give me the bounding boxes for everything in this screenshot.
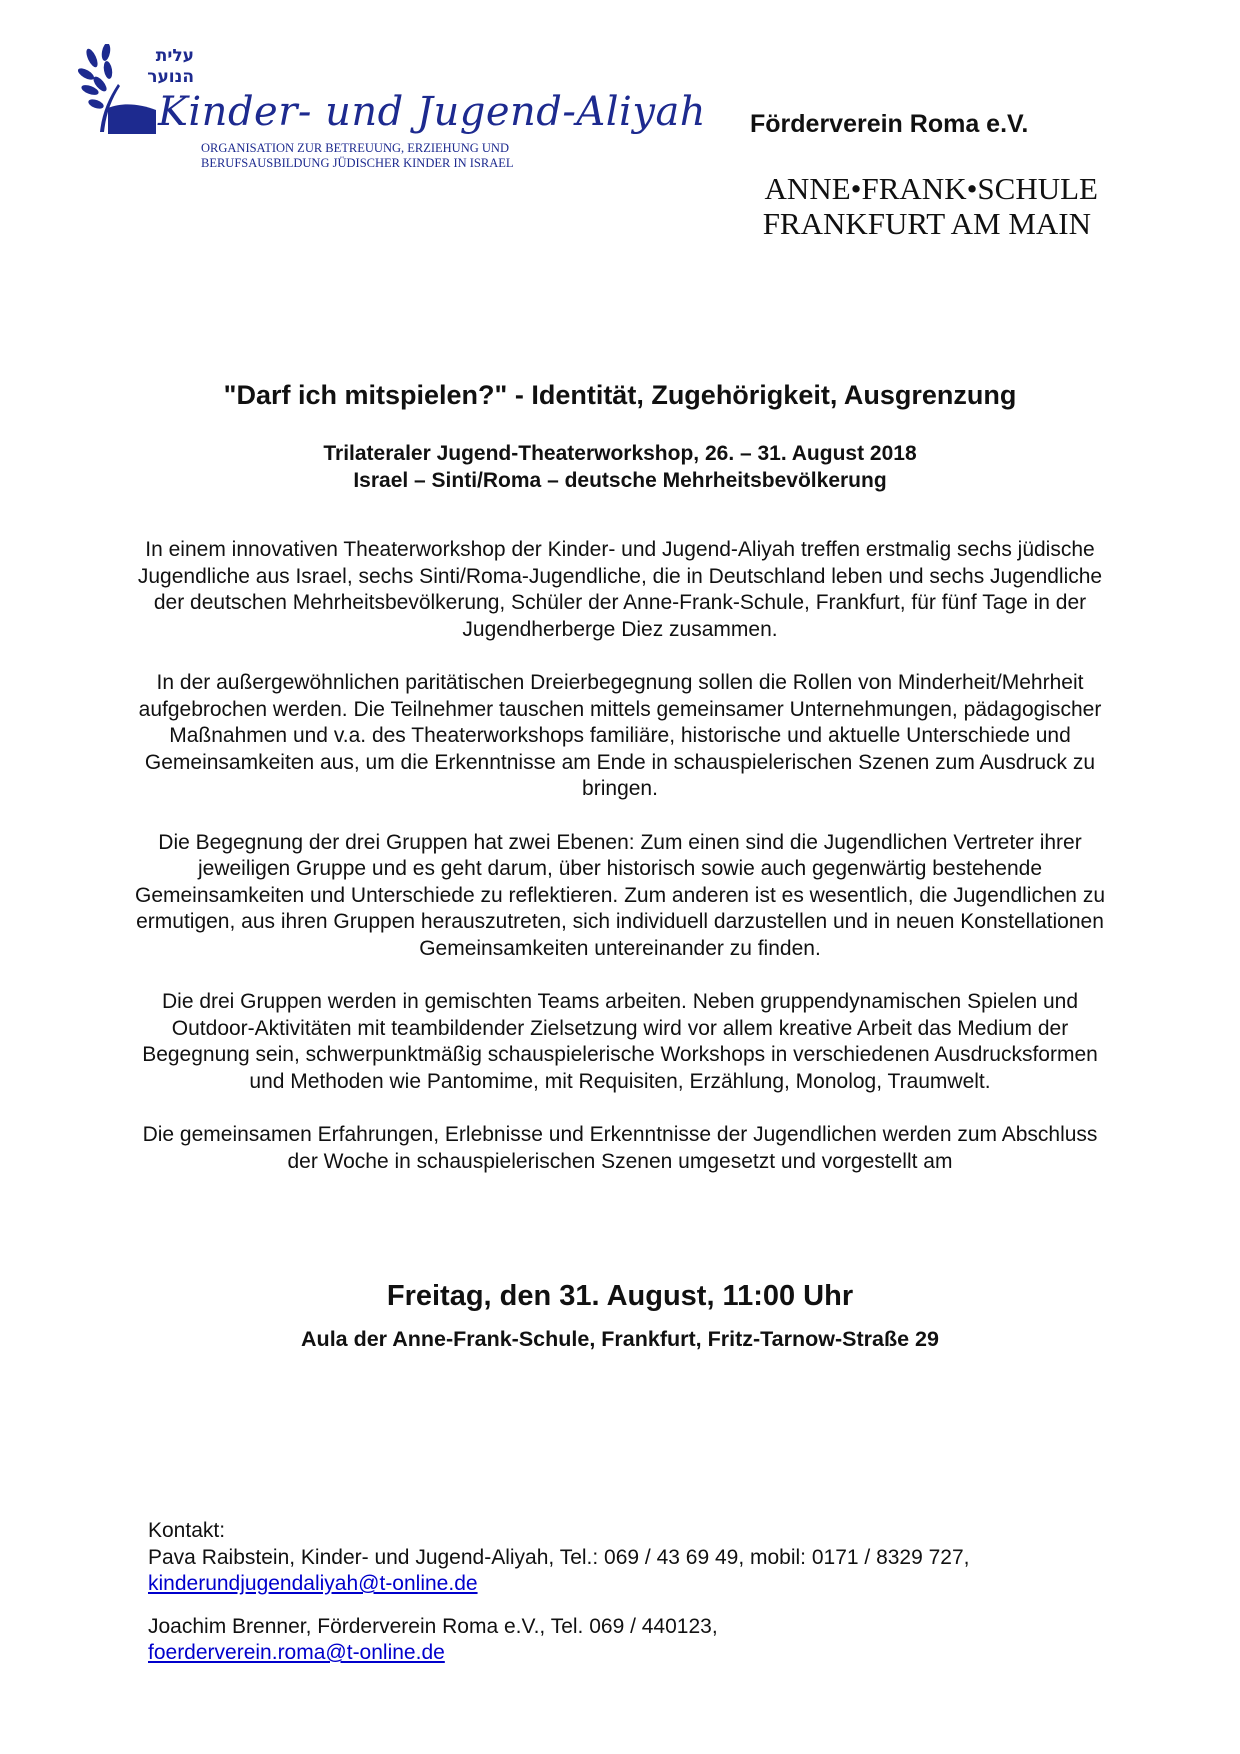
body-text bbox=[100, 537, 1140, 1202]
document-subtitle bbox=[100, 440, 1140, 494]
paragraph: In der außergewöhnlichen paritätischen Dreierbegegnung sollen die Rollen von Minderheit/Mehrheit aufgebrochen werden. Die Teilnehmer tauschen mittels gemeinsamer Unternehmungen, pädagogischer Maßnahmen und v.a. des Theaterworkshops familiäre, historische und aktuelle Unterschiede und Gemeinsamkeiten aus, um die Erkenntnisse am Ende in schauspielerischen Szenen zum Ausdruck zu bringen. bbox=[138, 671, 1102, 800]
subtitle-line2: Israel – Sinti/Roma – deutsche Mehrheitsbevölkerung bbox=[353, 469, 887, 492]
logo-subtitle: ORGANISATION ZUR BETREUUNG, ERZIEHUNG UND BERUFSAUSBILDUNG JÜDISCHER KINDER IN ISRAEL bbox=[201, 141, 514, 170]
paragraph: Die drei Gruppen werden in gemischten Teams arbeiten. Neben gruppendynamischen Spielen und Outdoor-Aktivitäten mit teambildender Zielsetzung wird vor allem kreative Arbeit das Medium der Begegnung sein, schwerpunktmäßig schauspielerische Workshops in verschiedenen Ausdrucksformen und Methoden wie Pantomime, mit Requisiten, Erzählung, Monolog, Traumwelt. bbox=[142, 990, 1098, 1093]
paragraph: Die gemeinsamen Erfahrungen, Erlebnisse und Erkenntnisse der Jugendlichen werden zum Abschluss der Woche in schauspielerischen Szenen umgesetzt und vorgestellt am bbox=[142, 1123, 1098, 1173]
event-place: Aula der Anne-Frank-Schule, Frankfurt, Fritz-Tarnow-Straße 29 bbox=[301, 1327, 939, 1351]
contact-email-2-link[interactable]: foerderverein.roma@t-online.de bbox=[148, 1641, 445, 1664]
document-title: "Darf ich mitspielen?" - Identität, Zugehörigkeit, Ausgrenzung bbox=[223, 380, 1017, 410]
kinder-jugend-aliyah-logo bbox=[78, 44, 707, 174]
contact-email-1-link[interactable]: kinderundjugendaliyah@t-online.de bbox=[148, 1572, 478, 1595]
logo-organisation-name: Kinder- und Jugend-Aliyah bbox=[158, 89, 707, 135]
contact-block bbox=[148, 1518, 970, 1667]
logo-hebrew-text: עלית הנוער bbox=[147, 46, 194, 87]
paragraph: In einem innovativen Theaterworkshop der Kinder- und Jugend-Aliyah treffen erstmalig sechs jüdische Jugendliche aus Israel, sechs Sinti/Roma-Jugendliche, die in Deutschland leben und sechs Jugendliche der deutschen Mehrheitsbevölkerung, Schüler der Anne-Frank-Schule, Frankfurt, für fünf Tage in der Jugendherberge Diez zusammen. bbox=[137, 538, 1103, 641]
paragraph: Die Begegnung der drei Gruppen hat zwei Ebenen: Zum einen sind die Jugendlichen Vertreter ihrer jeweiligen Gruppe und es geht darum, über historisch sowie auch gegenwärtig bestehende Gemeinsamkeiten und Unterschiede zu reflektieren. Zum anderen ist es wesentlich, die Jugendlichen zu ermutigen, aus ihren Gruppen herauszutreten, sich individuell darzustellen und in neuen Konstellationen Gemeinsamkeiten untereinander zu finden. bbox=[134, 830, 1106, 960]
subtitle-line1: Trilateraler Jugend-Theaterworkshop, 26. – 31. August 2018 bbox=[323, 442, 917, 465]
contact-label: Kontakt: bbox=[148, 1519, 226, 1542]
foerderverein-name: Förderverein Roma e.V. bbox=[750, 110, 1029, 138]
contact-person-1: Pava Raibstein, Kinder- und Jugend-Aliyah, Tel.: 069 / 43 69 49, mobil: 0171 / 8329 727, bbox=[148, 1545, 970, 1569]
contact-person-2: Joachim Brenner, Förderverein Roma e.V., Tel. 069 / 440123, bbox=[148, 1614, 718, 1638]
school-name-line1: ANNE•FRANK•SCHULE bbox=[764, 171, 1098, 206]
school-name bbox=[700, 171, 1100, 241]
school-name-line2: FRANKFURT AM MAIN bbox=[762, 206, 1091, 241]
event-date: Freitag, den 31. August, 11:00 Uhr bbox=[386, 1280, 854, 1312]
